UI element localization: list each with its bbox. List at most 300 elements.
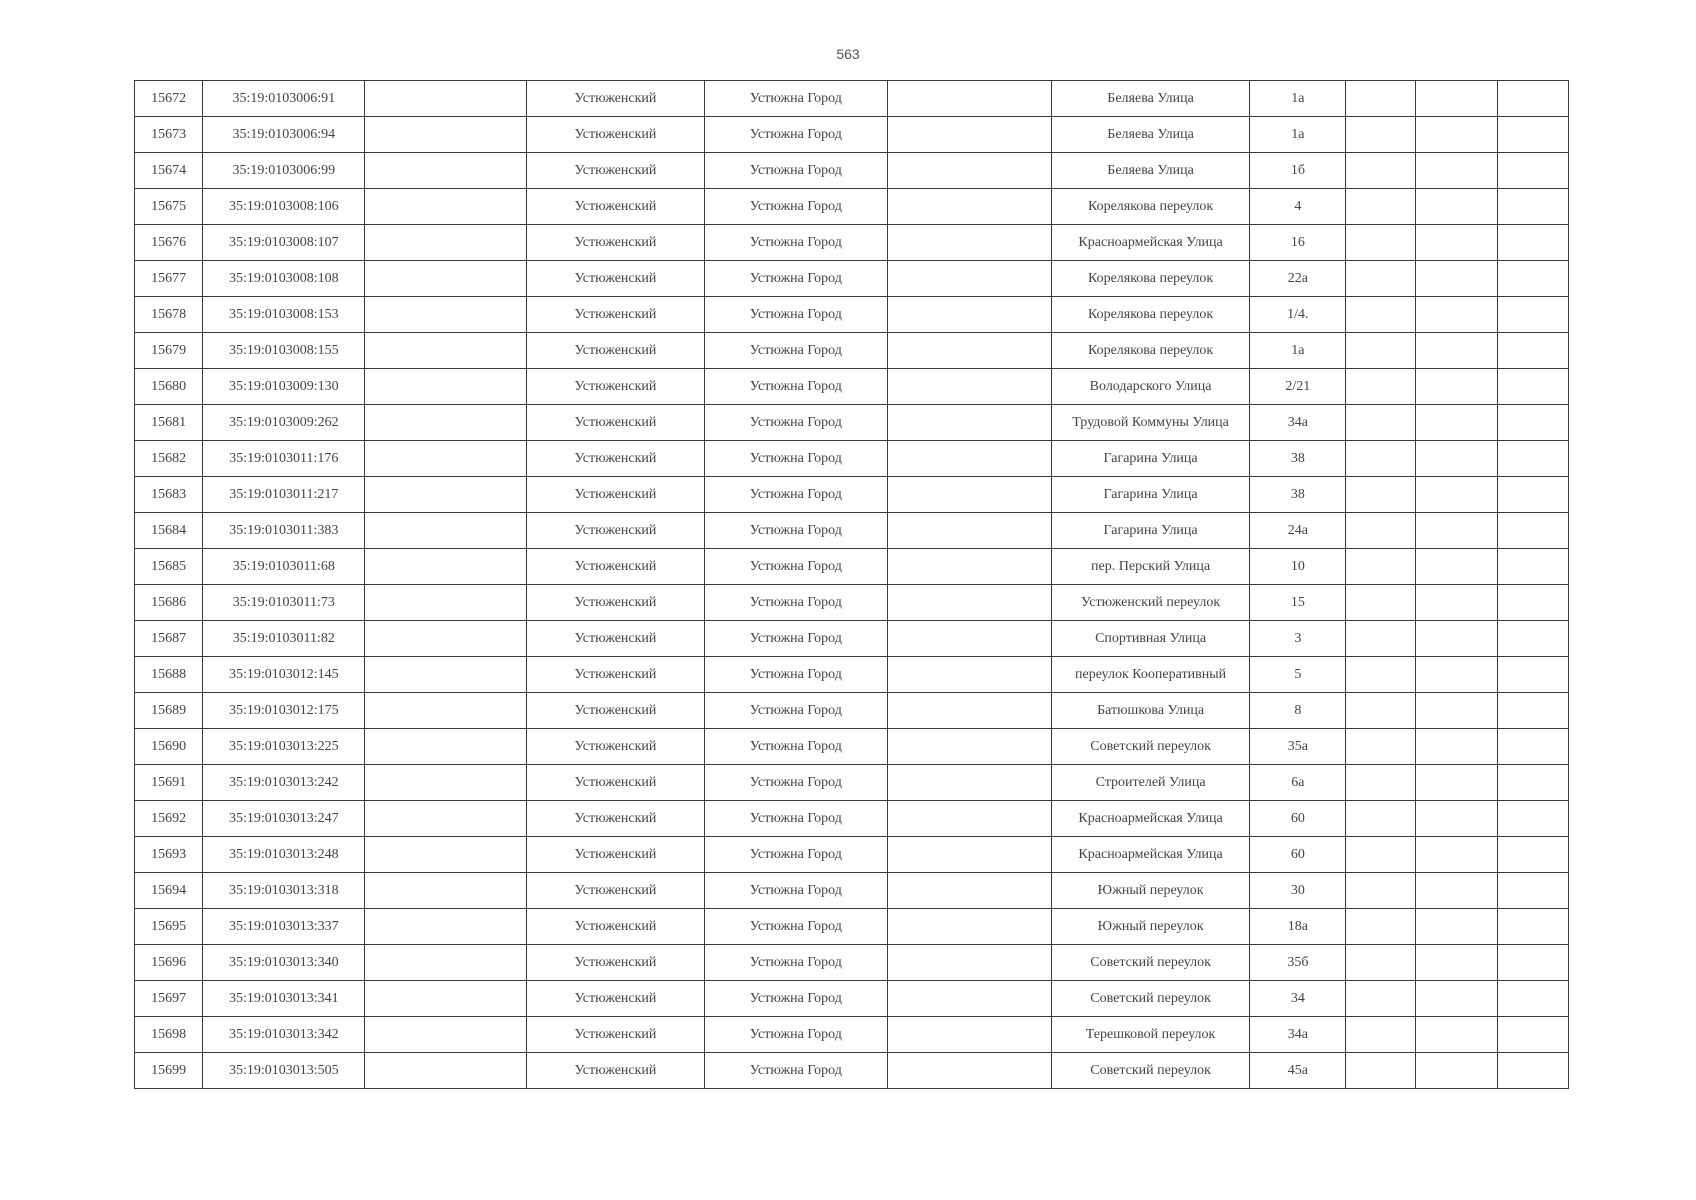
settlement-cell: Устюжна Город — [705, 729, 887, 765]
district-cell: Устюженский — [526, 837, 704, 873]
empty-cell — [1415, 405, 1497, 441]
cadastral-number-cell: 35:19:0103013:505 — [203, 1053, 365, 1089]
house-number-cell: 16 — [1250, 225, 1346, 261]
empty-cell — [365, 261, 526, 297]
table-row — [135, 729, 1569, 765]
empty-cell — [1346, 405, 1415, 441]
table-body — [135, 81, 1569, 1089]
empty-cell — [365, 909, 526, 945]
empty-cell — [1415, 369, 1497, 405]
empty-cell — [1415, 585, 1497, 621]
row-number-cell: 15691 — [135, 765, 203, 801]
district-cell: Устюженский — [526, 225, 704, 261]
empty-cell — [1497, 621, 1568, 657]
empty-cell — [1497, 981, 1568, 1017]
empty-cell — [1346, 225, 1415, 261]
empty-cell — [887, 81, 1051, 117]
empty-cell — [887, 477, 1051, 513]
table-row — [135, 225, 1569, 261]
empty-cell — [365, 693, 526, 729]
empty-cell — [1497, 801, 1568, 837]
page-number: 563 — [836, 46, 860, 62]
table-row — [135, 117, 1569, 153]
empty-cell — [1415, 621, 1497, 657]
empty-cell — [887, 297, 1051, 333]
empty-cell — [1415, 225, 1497, 261]
empty-cell — [1415, 261, 1497, 297]
empty-cell — [1497, 909, 1568, 945]
district-cell: Устюженский — [526, 549, 704, 585]
table-row — [135, 549, 1569, 585]
settlement-cell: Устюжна Город — [705, 225, 887, 261]
district-cell: Устюженский — [526, 981, 704, 1017]
empty-cell — [1497, 81, 1568, 117]
settlement-cell: Устюжна Город — [705, 837, 887, 873]
cadastral-number-cell: 35:19:0103013:341 — [203, 981, 365, 1017]
street-cell: Спортивная Улица — [1051, 621, 1249, 657]
empty-cell — [1346, 261, 1415, 297]
empty-cell — [1497, 405, 1568, 441]
cadastral-number-cell: 35:19:0103008:155 — [203, 333, 365, 369]
settlement-cell: Устюжна Город — [705, 657, 887, 693]
table-row — [135, 81, 1569, 117]
empty-cell — [1415, 441, 1497, 477]
street-cell: Гагарина Улица — [1051, 513, 1249, 549]
settlement-cell: Устюжна Город — [705, 405, 887, 441]
empty-cell — [1415, 657, 1497, 693]
empty-cell — [1415, 477, 1497, 513]
district-cell: Устюженский — [526, 441, 704, 477]
row-number-cell: 15697 — [135, 981, 203, 1017]
empty-cell — [1415, 117, 1497, 153]
settlement-cell: Устюжна Город — [705, 477, 887, 513]
settlement-cell: Устюжна Город — [705, 621, 887, 657]
empty-cell — [887, 405, 1051, 441]
table-row — [135, 333, 1569, 369]
empty-cell — [1346, 297, 1415, 333]
settlement-cell: Устюжна Город — [705, 945, 887, 981]
table-row — [135, 693, 1569, 729]
empty-cell — [1346, 189, 1415, 225]
registry-table — [134, 80, 1569, 1089]
empty-cell — [1497, 729, 1568, 765]
empty-cell — [365, 729, 526, 765]
row-number-cell: 15681 — [135, 405, 203, 441]
row-number-cell: 15699 — [135, 1053, 203, 1089]
district-cell: Устюженский — [526, 765, 704, 801]
cadastral-number-cell: 35:19:0103006:99 — [203, 153, 365, 189]
table-row — [135, 261, 1569, 297]
row-number-cell: 15694 — [135, 873, 203, 909]
empty-cell — [1346, 621, 1415, 657]
district-cell: Устюженский — [526, 585, 704, 621]
house-number-cell: 1а — [1250, 81, 1346, 117]
table-row — [135, 189, 1569, 225]
district-cell: Устюженский — [526, 81, 704, 117]
street-cell: пер. Перский Улица — [1051, 549, 1249, 585]
house-number-cell: 2/21 — [1250, 369, 1346, 405]
empty-cell — [1497, 153, 1568, 189]
empty-cell — [1346, 81, 1415, 117]
cadastral-number-cell: 35:19:0103011:68 — [203, 549, 365, 585]
district-cell: Устюженский — [526, 909, 704, 945]
empty-cell — [887, 693, 1051, 729]
row-number-cell: 15688 — [135, 657, 203, 693]
cadastral-number-cell: 35:19:0103013:318 — [203, 873, 365, 909]
empty-cell — [365, 81, 526, 117]
house-number-cell: 1б — [1250, 153, 1346, 189]
settlement-cell: Устюжна Город — [705, 261, 887, 297]
empty-cell — [1415, 189, 1497, 225]
empty-cell — [365, 153, 526, 189]
house-number-cell: 35б — [1250, 945, 1346, 981]
empty-cell — [1346, 729, 1415, 765]
row-number-cell: 15689 — [135, 693, 203, 729]
empty-cell — [887, 261, 1051, 297]
district-cell: Устюженский — [526, 1053, 704, 1089]
empty-cell — [1415, 333, 1497, 369]
table-row — [135, 765, 1569, 801]
house-number-cell: 1а — [1250, 333, 1346, 369]
street-cell: Трудовой Коммуны Улица — [1051, 405, 1249, 441]
empty-cell — [887, 1017, 1051, 1053]
empty-cell — [1346, 369, 1415, 405]
empty-cell — [1497, 873, 1568, 909]
table-row — [135, 801, 1569, 837]
street-cell: Советский переулок — [1051, 981, 1249, 1017]
empty-cell — [887, 621, 1051, 657]
empty-cell — [365, 405, 526, 441]
empty-cell — [365, 225, 526, 261]
empty-cell — [1415, 1017, 1497, 1053]
table-row — [135, 945, 1569, 981]
street-cell: Корелякова переулок — [1051, 333, 1249, 369]
empty-cell — [887, 657, 1051, 693]
empty-cell — [1415, 765, 1497, 801]
street-cell: Корелякова переулок — [1051, 297, 1249, 333]
empty-cell — [1346, 765, 1415, 801]
district-cell: Устюженский — [526, 477, 704, 513]
row-number-cell: 15696 — [135, 945, 203, 981]
empty-cell — [1497, 1017, 1568, 1053]
empty-cell — [1497, 513, 1568, 549]
empty-cell — [365, 657, 526, 693]
empty-cell — [1497, 693, 1568, 729]
settlement-cell: Устюжна Город — [705, 441, 887, 477]
empty-cell — [1415, 801, 1497, 837]
table-row — [135, 405, 1569, 441]
district-cell: Устюженский — [526, 369, 704, 405]
row-number-cell: 15683 — [135, 477, 203, 513]
empty-cell — [887, 513, 1051, 549]
empty-cell — [1346, 981, 1415, 1017]
district-cell: Устюженский — [526, 729, 704, 765]
house-number-cell: 15 — [1250, 585, 1346, 621]
table-row — [135, 873, 1569, 909]
cadastral-number-cell: 35:19:0103008:153 — [203, 297, 365, 333]
table-row — [135, 477, 1569, 513]
row-number-cell: 15692 — [135, 801, 203, 837]
house-number-cell: 3 — [1250, 621, 1346, 657]
empty-cell — [365, 117, 526, 153]
street-cell: Южный переулок — [1051, 909, 1249, 945]
district-cell: Устюженский — [526, 297, 704, 333]
row-number-cell: 15678 — [135, 297, 203, 333]
house-number-cell: 45а — [1250, 1053, 1346, 1089]
cadastral-number-cell: 35:19:0103012:145 — [203, 657, 365, 693]
row-number-cell: 15687 — [135, 621, 203, 657]
empty-cell — [1346, 117, 1415, 153]
street-cell: Красноармейская Улица — [1051, 837, 1249, 873]
empty-cell — [365, 1017, 526, 1053]
house-number-cell: 8 — [1250, 693, 1346, 729]
cadastral-number-cell: 35:19:0103006:94 — [203, 117, 365, 153]
empty-cell — [1346, 945, 1415, 981]
street-cell: Красноармейская Улица — [1051, 801, 1249, 837]
empty-cell — [1346, 873, 1415, 909]
street-cell: Беляева Улица — [1051, 117, 1249, 153]
settlement-cell: Устюжна Город — [705, 297, 887, 333]
street-cell: Советский переулок — [1051, 729, 1249, 765]
empty-cell — [887, 441, 1051, 477]
empty-cell — [1346, 441, 1415, 477]
empty-cell — [887, 873, 1051, 909]
row-number-cell: 15679 — [135, 333, 203, 369]
settlement-cell: Устюжна Город — [705, 1053, 887, 1089]
empty-cell — [1346, 909, 1415, 945]
street-cell: Беляева Улица — [1051, 153, 1249, 189]
house-number-cell: 34 — [1250, 981, 1346, 1017]
house-number-cell: 60 — [1250, 837, 1346, 873]
empty-cell — [1346, 693, 1415, 729]
empty-cell — [1415, 513, 1497, 549]
empty-cell — [365, 549, 526, 585]
cadastral-number-cell: 35:19:0103011:383 — [203, 513, 365, 549]
table-row — [135, 657, 1569, 693]
street-cell: Гагарина Улица — [1051, 441, 1249, 477]
empty-cell — [887, 369, 1051, 405]
empty-cell — [1497, 189, 1568, 225]
street-cell: Терешковой переулок — [1051, 1017, 1249, 1053]
street-cell: Советский переулок — [1051, 1053, 1249, 1089]
house-number-cell: 1а — [1250, 117, 1346, 153]
row-number-cell: 15685 — [135, 549, 203, 585]
empty-cell — [1415, 873, 1497, 909]
empty-cell — [1415, 153, 1497, 189]
table-row — [135, 513, 1569, 549]
empty-cell — [1415, 981, 1497, 1017]
district-cell: Устюженский — [526, 153, 704, 189]
house-number-cell: 30 — [1250, 873, 1346, 909]
empty-cell — [365, 765, 526, 801]
house-number-cell: 34а — [1250, 405, 1346, 441]
house-number-cell: 60 — [1250, 801, 1346, 837]
empty-cell — [1497, 333, 1568, 369]
empty-cell — [1497, 1053, 1568, 1089]
empty-cell — [1497, 225, 1568, 261]
empty-cell — [887, 765, 1051, 801]
settlement-cell: Устюжна Город — [705, 693, 887, 729]
empty-cell — [365, 801, 526, 837]
row-number-cell: 15686 — [135, 585, 203, 621]
table-row — [135, 585, 1569, 621]
empty-cell — [1497, 117, 1568, 153]
empty-cell — [1497, 369, 1568, 405]
empty-cell — [887, 225, 1051, 261]
house-number-cell: 38 — [1250, 477, 1346, 513]
cadastral-number-cell: 35:19:0103008:108 — [203, 261, 365, 297]
empty-cell — [1497, 765, 1568, 801]
cadastral-number-cell: 35:19:0103011:73 — [203, 585, 365, 621]
empty-cell — [365, 621, 526, 657]
street-cell: Корелякова переулок — [1051, 261, 1249, 297]
empty-cell — [1415, 837, 1497, 873]
cadastral-number-cell: 35:19:0103011:176 — [203, 441, 365, 477]
district-cell: Устюженский — [526, 189, 704, 225]
empty-cell — [887, 837, 1051, 873]
house-number-cell: 34а — [1250, 1017, 1346, 1053]
row-number-cell: 15677 — [135, 261, 203, 297]
empty-cell — [1346, 1017, 1415, 1053]
empty-cell — [887, 333, 1051, 369]
settlement-cell: Устюжна Город — [705, 585, 887, 621]
row-number-cell: 15698 — [135, 1017, 203, 1053]
empty-cell — [1346, 549, 1415, 585]
settlement-cell: Устюжна Город — [705, 153, 887, 189]
house-number-cell: 24а — [1250, 513, 1346, 549]
empty-cell — [1415, 1053, 1497, 1089]
empty-cell — [365, 333, 526, 369]
table-row — [135, 1053, 1569, 1089]
cadastral-number-cell: 35:19:0103013:342 — [203, 1017, 365, 1053]
empty-cell — [1497, 441, 1568, 477]
empty-cell — [1415, 945, 1497, 981]
table-row — [135, 369, 1569, 405]
house-number-cell: 38 — [1250, 441, 1346, 477]
row-number-cell: 15672 — [135, 81, 203, 117]
street-cell: переулок Кооперативный — [1051, 657, 1249, 693]
district-cell: Устюженский — [526, 513, 704, 549]
table-row — [135, 981, 1569, 1017]
street-cell: Беляева Улица — [1051, 81, 1249, 117]
settlement-cell: Устюжна Город — [705, 513, 887, 549]
empty-cell — [1497, 837, 1568, 873]
street-cell: Южный переулок — [1051, 873, 1249, 909]
empty-cell — [1346, 837, 1415, 873]
cadastral-number-cell: 35:19:0103012:175 — [203, 693, 365, 729]
empty-cell — [365, 837, 526, 873]
district-cell: Устюженский — [526, 693, 704, 729]
district-cell: Устюженский — [526, 333, 704, 369]
empty-cell — [365, 945, 526, 981]
empty-cell — [1346, 513, 1415, 549]
district-cell: Устюженский — [526, 657, 704, 693]
empty-cell — [365, 441, 526, 477]
settlement-cell: Устюжна Город — [705, 549, 887, 585]
table-row — [135, 837, 1569, 873]
empty-cell — [887, 945, 1051, 981]
empty-cell — [1346, 801, 1415, 837]
empty-cell — [365, 189, 526, 225]
settlement-cell: Устюжна Город — [705, 1017, 887, 1053]
house-number-cell: 6а — [1250, 765, 1346, 801]
empty-cell — [365, 1053, 526, 1089]
empty-cell — [887, 729, 1051, 765]
cadastral-number-cell: 35:19:0103006:91 — [203, 81, 365, 117]
row-number-cell: 15693 — [135, 837, 203, 873]
table-row — [135, 153, 1569, 189]
empty-cell — [1415, 297, 1497, 333]
cadastral-number-cell: 35:19:0103013:225 — [203, 729, 365, 765]
empty-cell — [365, 477, 526, 513]
empty-cell — [887, 801, 1051, 837]
empty-cell — [1415, 549, 1497, 585]
row-number-cell: 15675 — [135, 189, 203, 225]
cadastral-number-cell: 35:19:0103013:337 — [203, 909, 365, 945]
district-cell: Устюженский — [526, 945, 704, 981]
row-number-cell: 15695 — [135, 909, 203, 945]
cadastral-number-cell: 35:19:0103009:130 — [203, 369, 365, 405]
row-number-cell: 15676 — [135, 225, 203, 261]
empty-cell — [1415, 729, 1497, 765]
house-number-cell: 18а — [1250, 909, 1346, 945]
house-number-cell: 10 — [1250, 549, 1346, 585]
empty-cell — [365, 981, 526, 1017]
empty-cell — [1415, 81, 1497, 117]
settlement-cell: Устюжна Город — [705, 333, 887, 369]
settlement-cell: Устюжна Город — [705, 909, 887, 945]
empty-cell — [887, 117, 1051, 153]
empty-cell — [1415, 693, 1497, 729]
empty-cell — [1497, 585, 1568, 621]
house-number-cell: 5 — [1250, 657, 1346, 693]
empty-cell — [887, 585, 1051, 621]
cadastral-number-cell: 35:19:0103011:217 — [203, 477, 365, 513]
street-cell: Строителей Улица — [1051, 765, 1249, 801]
empty-cell — [1346, 585, 1415, 621]
empty-cell — [1497, 477, 1568, 513]
empty-cell — [887, 153, 1051, 189]
empty-cell — [887, 1053, 1051, 1089]
empty-cell — [1346, 477, 1415, 513]
street-cell: Гагарина Улица — [1051, 477, 1249, 513]
street-cell: Корелякова переулок — [1051, 189, 1249, 225]
empty-cell — [1346, 1053, 1415, 1089]
empty-cell — [887, 549, 1051, 585]
settlement-cell: Устюжна Город — [705, 801, 887, 837]
street-cell: Устюженский переулок — [1051, 585, 1249, 621]
empty-cell — [887, 981, 1051, 1017]
house-number-cell: 35а — [1250, 729, 1346, 765]
district-cell: Устюженский — [526, 873, 704, 909]
district-cell: Устюженский — [526, 621, 704, 657]
row-number-cell: 15682 — [135, 441, 203, 477]
empty-cell — [365, 369, 526, 405]
row-number-cell: 15680 — [135, 369, 203, 405]
empty-cell — [887, 909, 1051, 945]
district-cell: Устюженский — [526, 405, 704, 441]
district-cell: Устюженский — [526, 1017, 704, 1053]
street-cell: Советский переулок — [1051, 945, 1249, 981]
table-row — [135, 621, 1569, 657]
cadastral-number-cell: 35:19:0103013:248 — [203, 837, 365, 873]
settlement-cell: Устюжна Город — [705, 81, 887, 117]
empty-cell — [365, 873, 526, 909]
empty-cell — [1497, 549, 1568, 585]
district-cell: Устюженский — [526, 801, 704, 837]
cadastral-number-cell: 35:19:0103011:82 — [203, 621, 365, 657]
house-number-cell: 22а — [1250, 261, 1346, 297]
